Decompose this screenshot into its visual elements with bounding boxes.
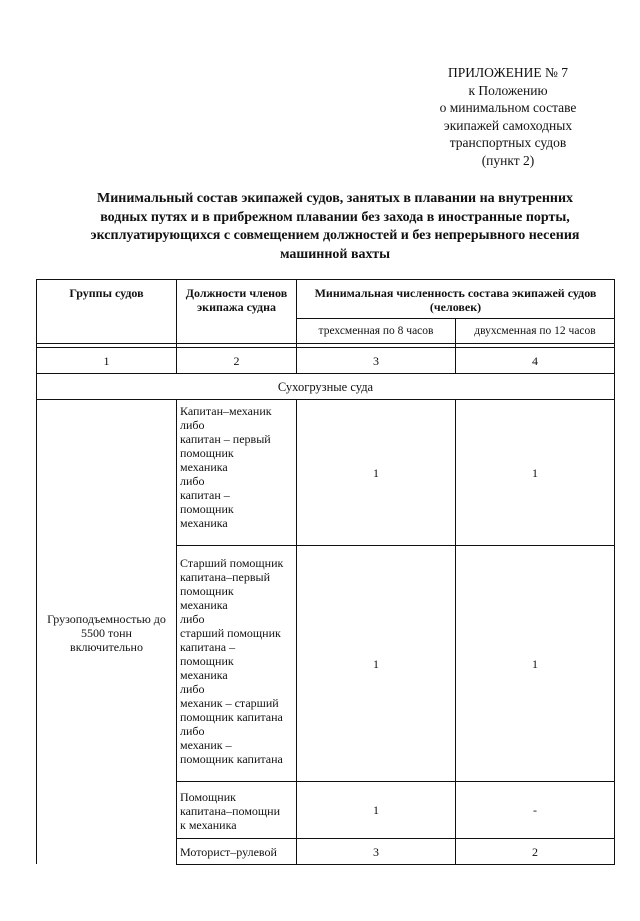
table-row-two-shift: 1 <box>532 465 538 480</box>
appendix-line: о минимальном составе <box>439 100 577 115</box>
header-groups: Группы судов <box>69 286 144 300</box>
position-line: либо <box>180 474 205 488</box>
position-line: капитана–помощни <box>180 804 280 818</box>
table-row-position <box>177 546 296 781</box>
group-line: 5500 тонн <box>81 625 132 640</box>
position-line: помощник <box>180 654 234 668</box>
table-row-two-shift: - <box>533 803 537 817</box>
header-two-shift: двухсменная по 12 часов <box>474 325 596 337</box>
position-line: механик – старший <box>180 696 279 710</box>
position-line: либо <box>180 612 205 626</box>
table-border-right <box>614 279 615 865</box>
position-line: механика <box>180 668 228 682</box>
position-line: к механика <box>180 818 237 832</box>
position-line: помощник капитана <box>180 752 283 766</box>
title-line: машинной вахты <box>279 246 391 262</box>
position-line: старший помощник <box>180 626 281 640</box>
position-line: либо <box>180 724 205 738</box>
position-line: помощник <box>180 584 234 598</box>
table-border-bottom <box>176 864 614 865</box>
appendix-block <box>390 64 626 169</box>
header-min-count <box>297 286 614 314</box>
header-three-shift: трехсменная по 8 часов <box>318 325 434 337</box>
appendix-line: ПРИЛОЖЕНИЕ № 7 <box>447 65 569 80</box>
header-min-count-line: Минимальная численность состава экипажей судов <box>314 286 597 300</box>
group-line: включительно <box>70 639 143 654</box>
document-title <box>40 190 630 264</box>
table-rule <box>36 343 614 344</box>
table-row-position <box>177 400 296 545</box>
position-line: Помощник <box>180 790 236 804</box>
position-line: капитан – <box>180 488 230 502</box>
position-line: механика <box>180 598 228 612</box>
appendix-line: к Положению <box>468 82 548 98</box>
table-row-two-shift: 1 <box>532 656 538 671</box>
position-line: капитан – первый <box>180 432 271 446</box>
position-line: капитана – <box>180 640 236 654</box>
position-line: либо <box>180 682 205 696</box>
position-line: помощник <box>180 446 234 460</box>
section-title: Сухогрузные суда <box>277 379 374 394</box>
column-number: 4 <box>532 353 538 368</box>
position-line: помощник <box>180 502 234 516</box>
table-row-position <box>177 839 296 864</box>
title-line: эксплуатирующихся с совмещением должностей и без непрерывного несения <box>90 228 580 243</box>
table-row-three-shift: 1 <box>373 465 379 480</box>
table-row-two-shift: 2 <box>532 844 538 859</box>
title-line: водных путях и в прибрежном плавании без захода в иностранные порты, <box>100 209 570 225</box>
position-line: механик – <box>180 738 232 752</box>
group-cell <box>37 400 176 865</box>
table-row-three-shift: 1 <box>373 656 379 671</box>
position-line: Капитан–механик <box>180 404 272 418</box>
position-line: Моторист–рулевой <box>180 845 277 859</box>
table-row-three-shift: 3 <box>373 844 379 859</box>
position-line: помощник капитана <box>180 710 283 724</box>
group-line: Грузоподъемностью до <box>47 611 166 626</box>
position-line: капитана–первый <box>180 570 271 584</box>
position-line: либо <box>180 418 205 432</box>
appendix-line: транспортных судов <box>449 135 567 150</box>
position-line: механика <box>180 460 228 474</box>
header-positions-line: Должности членов <box>185 286 288 300</box>
header-min-count-line: (человек) <box>429 300 482 314</box>
position-line: Старший помощник <box>180 556 284 570</box>
column-number: 2 <box>233 353 240 368</box>
appendix-line: экипажей самоходных <box>443 117 573 133</box>
title-line: Минимальный состав экипажей судов, занятых в плавании на внутренних <box>96 191 574 206</box>
position-line: механика <box>180 516 228 530</box>
appendix-line: (пункт 2) <box>481 152 535 168</box>
table-row-position <box>177 782 296 838</box>
column-number: 1 <box>103 353 110 368</box>
header-positions-line: экипажа судна <box>196 300 277 314</box>
header-positions <box>177 286 296 314</box>
column-number: 3 <box>373 353 379 368</box>
table-row-three-shift: 1 <box>373 803 379 817</box>
table-border-top <box>36 279 614 280</box>
